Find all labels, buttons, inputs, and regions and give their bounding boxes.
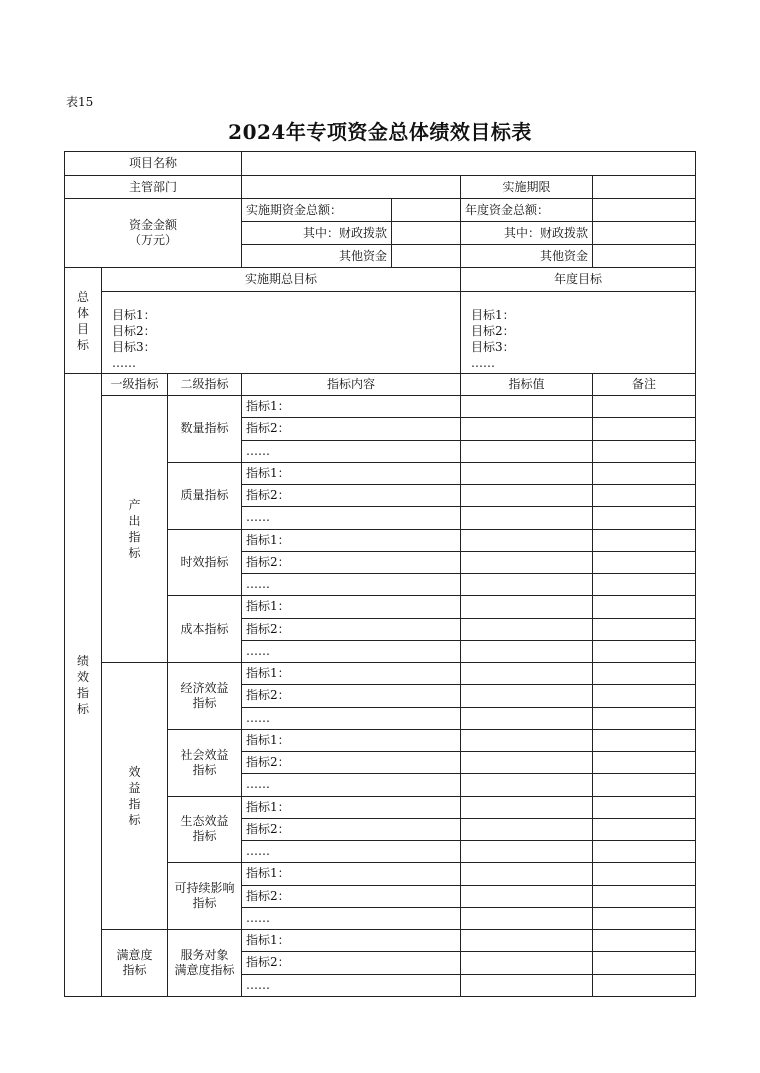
annual-goals[interactable] (461, 292, 696, 374)
indicator-remark[interactable] (593, 618, 696, 640)
goal-item: 目标2： (471, 324, 515, 338)
satisfaction-line2: 指标 (122, 962, 147, 977)
indicator-value[interactable] (461, 485, 593, 507)
sub-indicator-line2: 指标 (192, 829, 217, 844)
annual-total-value[interactable] (593, 199, 696, 222)
vertical-char: 益 (128, 781, 141, 795)
vertical-char: 目 (76, 321, 89, 336)
period-label: 实施期限 (461, 176, 593, 199)
indicator-content[interactable]: …… (242, 974, 461, 996)
indicator-remark[interactable] (593, 396, 696, 418)
indicator-remark[interactable] (593, 663, 696, 685)
indicator-value[interactable] (461, 774, 593, 796)
period-value[interactable] (593, 176, 696, 199)
sub-indicator-line2: 指标 (192, 762, 217, 777)
col-value: 指标值 (461, 374, 593, 396)
indicator-content[interactable]: 指标2： (242, 418, 461, 440)
indicator-remark[interactable] (593, 818, 696, 840)
indicator-remark[interactable] (593, 485, 696, 507)
vertical-char: 总 (76, 289, 89, 304)
goal-item: …… (471, 356, 496, 370)
indicator-value[interactable] (461, 885, 593, 907)
indicator-value[interactable] (461, 729, 593, 751)
table-row (65, 663, 696, 685)
indicator-content[interactable]: …… (242, 640, 461, 662)
vertical-char: 效 (128, 765, 141, 779)
col-remark: 备注 (593, 374, 696, 396)
indicator-content[interactable]: 指标2： (242, 485, 461, 507)
satisfaction-indicator-label (102, 930, 168, 997)
indicator-remark[interactable] (593, 752, 696, 774)
indicator-content[interactable]: …… (242, 707, 461, 729)
sub-indicator-line1: 社会效益 (180, 747, 229, 762)
indicator-remark[interactable] (593, 885, 696, 907)
indicator-value[interactable] (461, 440, 593, 462)
sub-indicator-label: 数量指标 (168, 396, 242, 463)
indicator-content[interactable]: 指标1： (242, 396, 461, 418)
funding-label-cell (65, 199, 242, 268)
indicator-remark[interactable] (593, 952, 696, 974)
indicator-value[interactable] (461, 707, 593, 729)
indicator-content[interactable]: …… (242, 507, 461, 529)
indicator-content[interactable]: 指标2： (242, 618, 461, 640)
vertical-char: 体 (76, 305, 89, 320)
indicator-content[interactable]: 指标1： (242, 796, 461, 818)
indicator-remark[interactable] (593, 863, 696, 885)
indicator-remark[interactable] (593, 707, 696, 729)
indicator-remark[interactable] (593, 685, 696, 707)
sub-indicator-label: 成本指标 (168, 596, 242, 663)
overall-goal-label (65, 268, 102, 374)
sub-indicator-label (168, 930, 242, 997)
annual-total-label: 年度资金总额： (461, 199, 593, 222)
indicator-value[interactable] (461, 841, 593, 863)
col-content: 指标内容 (242, 374, 461, 396)
indicator-value[interactable] (461, 974, 593, 996)
indicator-remark[interactable] (593, 440, 696, 462)
vertical-char: 标 (76, 337, 89, 352)
vertical-char: 产 (128, 498, 141, 512)
sub-indicator-label (168, 729, 242, 796)
sub-indicator-line1: 生态效益 (180, 814, 229, 829)
vertical-char: 指 (128, 530, 141, 544)
vertical-char: 标 (128, 813, 141, 827)
indicator-value[interactable] (461, 618, 593, 640)
indicator-remark[interactable] (593, 529, 696, 551)
indicator-remark[interactable] (593, 974, 696, 996)
indicator-content[interactable]: 指标1： (242, 529, 461, 551)
performance-indicator-label (65, 374, 102, 997)
indicator-value[interactable] (461, 796, 593, 818)
goal-item: 目标1： (471, 308, 515, 322)
department-label: 主管部门 (65, 176, 242, 199)
indicator-content[interactable]: …… (242, 440, 461, 462)
goal-item: 目标2： (112, 324, 156, 338)
indicator-value[interactable] (461, 663, 593, 685)
indicator-content[interactable]: 指标1： (242, 729, 461, 751)
goal-item: 目标3： (471, 340, 515, 354)
indicator-remark[interactable] (593, 796, 696, 818)
period-other-label: 其他资金 (242, 245, 392, 268)
annual-fiscal-value[interactable] (593, 222, 696, 245)
goal-item: 目标3： (112, 340, 156, 354)
indicator-remark[interactable] (593, 507, 696, 529)
sub-indicator-label (168, 663, 242, 730)
sub-indicator-label (168, 796, 242, 863)
project-name-label: 项目名称 (65, 152, 242, 176)
indicator-remark[interactable] (593, 774, 696, 796)
indicator-content[interactable]: 指标1： (242, 930, 461, 952)
indicator-value[interactable] (461, 551, 593, 573)
vertical-char: 标 (76, 701, 89, 716)
indicator-content[interactable]: 指标2： (242, 685, 461, 707)
indicator-value[interactable] (461, 596, 593, 618)
vertical-char: 指 (76, 685, 89, 700)
sub-indicator-label (168, 863, 242, 930)
indicator-remark[interactable] (593, 462, 696, 484)
indicator-remark[interactable] (593, 640, 696, 662)
indicator-value[interactable] (461, 818, 593, 840)
sub-indicator-line1: 可持续影响 (174, 881, 235, 896)
sub-indicator-line2: 指标 (192, 695, 217, 710)
indicator-value[interactable] (461, 752, 593, 774)
indicator-value[interactable] (461, 529, 593, 551)
period-goal-header: 实施期总目标 (102, 268, 461, 292)
indicator-content[interactable]: 指标2： (242, 551, 461, 573)
indicator-content[interactable]: 指标1： (242, 663, 461, 685)
project-name-value[interactable] (242, 152, 696, 176)
table-number: 表15 (66, 95, 94, 109)
period-total-label: 实施期资金总额： (242, 199, 392, 222)
indicator-value[interactable] (461, 507, 593, 529)
indicator-value[interactable] (461, 574, 593, 596)
indicator-remark[interactable] (593, 418, 696, 440)
indicator-value[interactable] (461, 418, 593, 440)
output-indicator-label (102, 396, 168, 663)
vertical-char: 出 (128, 514, 141, 528)
page-title: 2024年专项资金总体绩效目标表 (228, 120, 532, 144)
indicator-value[interactable] (461, 952, 593, 974)
indicator-content[interactable]: …… (242, 774, 461, 796)
period-goals[interactable] (102, 292, 461, 374)
indicator-content[interactable]: 指标2： (242, 952, 461, 974)
annual-goal-header: 年度目标 (461, 268, 696, 292)
indicator-remark[interactable] (593, 841, 696, 863)
indicator-remark[interactable] (593, 596, 696, 618)
sub-indicator-line1: 服务对象 (180, 947, 229, 962)
indicator-content[interactable]: 指标2： (242, 885, 461, 907)
indicator-content[interactable]: …… (242, 907, 461, 929)
satisfaction-line1: 满意度 (116, 947, 153, 962)
vertical-char: 指 (128, 797, 141, 811)
indicator-value[interactable] (461, 396, 593, 418)
sub-indicator-label: 质量指标 (168, 462, 242, 529)
sub-indicator-line2: 指标 (192, 896, 217, 911)
indicator-value[interactable] (461, 685, 593, 707)
goal-item: …… (112, 356, 136, 370)
col-level1: 一级指标 (102, 374, 168, 396)
performance-goal-table (64, 151, 696, 997)
indicator-remark[interactable] (593, 930, 696, 952)
vertical-char: 绩 (76, 653, 89, 668)
vertical-char: 标 (128, 546, 141, 560)
vertical-char: 效 (76, 669, 89, 684)
sub-indicator-label: 时效指标 (168, 529, 242, 596)
goal-item: 目标1： (112, 308, 156, 322)
table-row (65, 396, 696, 418)
period-total-value[interactable] (392, 199, 461, 222)
indicator-remark[interactable] (593, 729, 696, 751)
annual-fiscal-label: 其中：财政拨款 (461, 222, 593, 245)
indicator-remark[interactable] (593, 907, 696, 929)
indicator-content[interactable]: 指标1： (242, 863, 461, 885)
sub-indicator-line2: 满意度指标 (174, 962, 235, 977)
indicator-content[interactable]: 指标1： (242, 462, 461, 484)
period-other-value[interactable] (392, 245, 461, 268)
sub-indicator-line1: 经济效益 (180, 680, 229, 695)
indicator-value[interactable] (461, 462, 593, 484)
indicator-content[interactable]: 指标2： (242, 752, 461, 774)
period-fiscal-value[interactable] (392, 222, 461, 245)
funding-unit: （万元） (129, 233, 178, 247)
col-level2: 二级指标 (168, 374, 242, 396)
department-value[interactable] (242, 176, 461, 199)
indicator-value[interactable] (461, 863, 593, 885)
indicator-content[interactable]: 指标2： (242, 818, 461, 840)
indicator-content[interactable]: …… (242, 841, 461, 863)
indicator-value[interactable] (461, 907, 593, 929)
indicator-value[interactable] (461, 930, 593, 952)
indicator-content[interactable]: 指标1： (242, 596, 461, 618)
funding-label: 资金金额 (129, 218, 178, 232)
indicator-remark[interactable] (593, 551, 696, 573)
indicator-content[interactable]: …… (242, 574, 461, 596)
indicator-value[interactable] (461, 640, 593, 662)
annual-other-label: 其他资金 (461, 245, 593, 268)
table-row (65, 930, 696, 952)
benefit-indicator-label (102, 663, 168, 930)
indicator-remark[interactable] (593, 574, 696, 596)
period-fiscal-label: 其中：财政拨款 (242, 222, 392, 245)
annual-other-value[interactable] (593, 245, 696, 268)
